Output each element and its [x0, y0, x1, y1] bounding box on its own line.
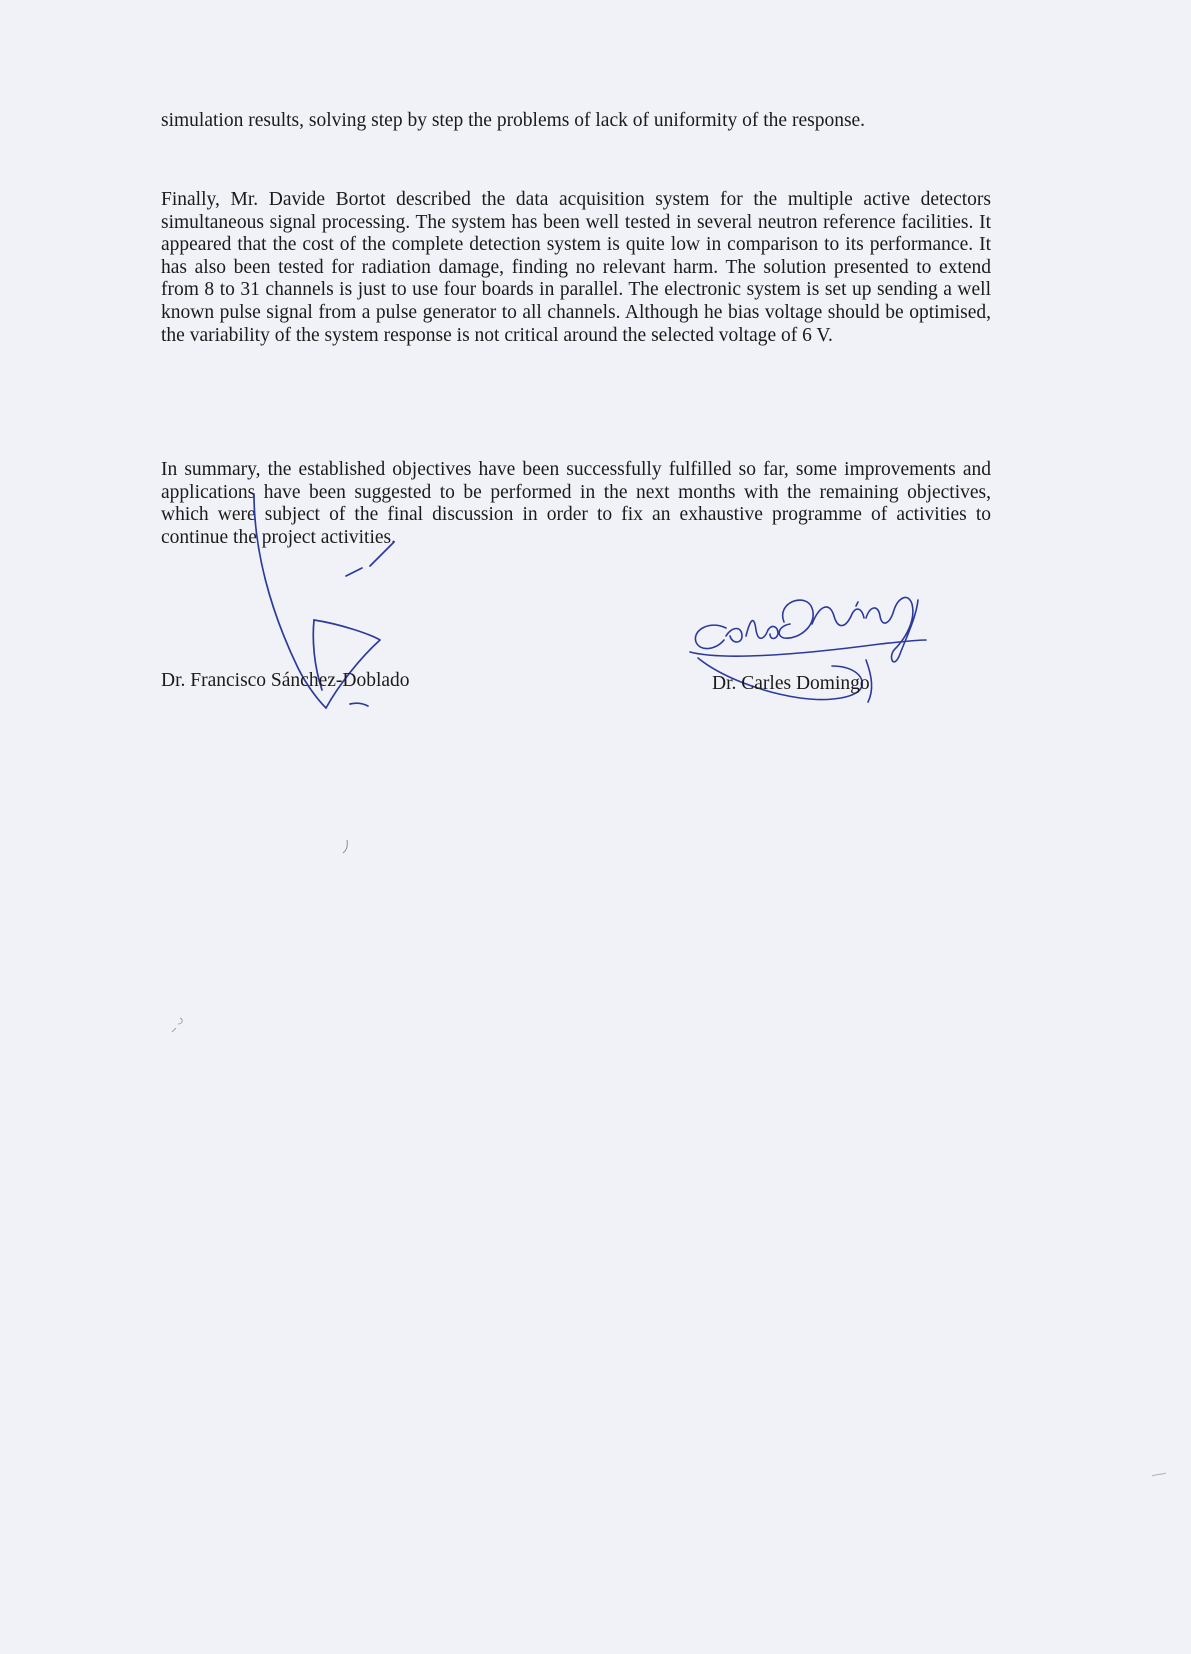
paragraph-simulation-results: simulation results, solving step by step the problems of lack of uniformity of the response.: [161, 110, 866, 131]
paragraph-data-acquisition: Finally, Mr. Davide Bortot described the data acquisition system for the multiple active detectors simultaneous signal processing. The system has been well tested in several neutron reference facilities. It appeared that the cost of the complete detection system is quite low in comparison to its performance. It has also been tested for radiation damage, finding no relevant harm. The solution presented to extend from 8 to 31 channels is just to use four boards in parallel. The electronic system is set up sending a well known pulse signal from a pulse generator to all channels. Although he bias voltage should be optimised, the variability of the system response is not critical around the selected voltage of 6 V.: [161, 189, 991, 346]
signatory-left-name: Dr. Francisco Sánchez-Doblado: [161, 670, 410, 691]
paper-speck-3: [1150, 1470, 1168, 1480]
paper-speck-2: [166, 1012, 188, 1036]
paper-speck-1: [340, 838, 352, 856]
signatory-right-name: Dr. Carles Domingo: [712, 673, 870, 694]
paragraph-summary: In summary, the established objectives have been successfully fulfilled so far, some improvements and applications have been suggested to be performed in the next months with the remaining objectives, which were subject of the final discussion in order to fix an exhaustive programme of activities to continue the project activities.: [161, 459, 991, 548]
